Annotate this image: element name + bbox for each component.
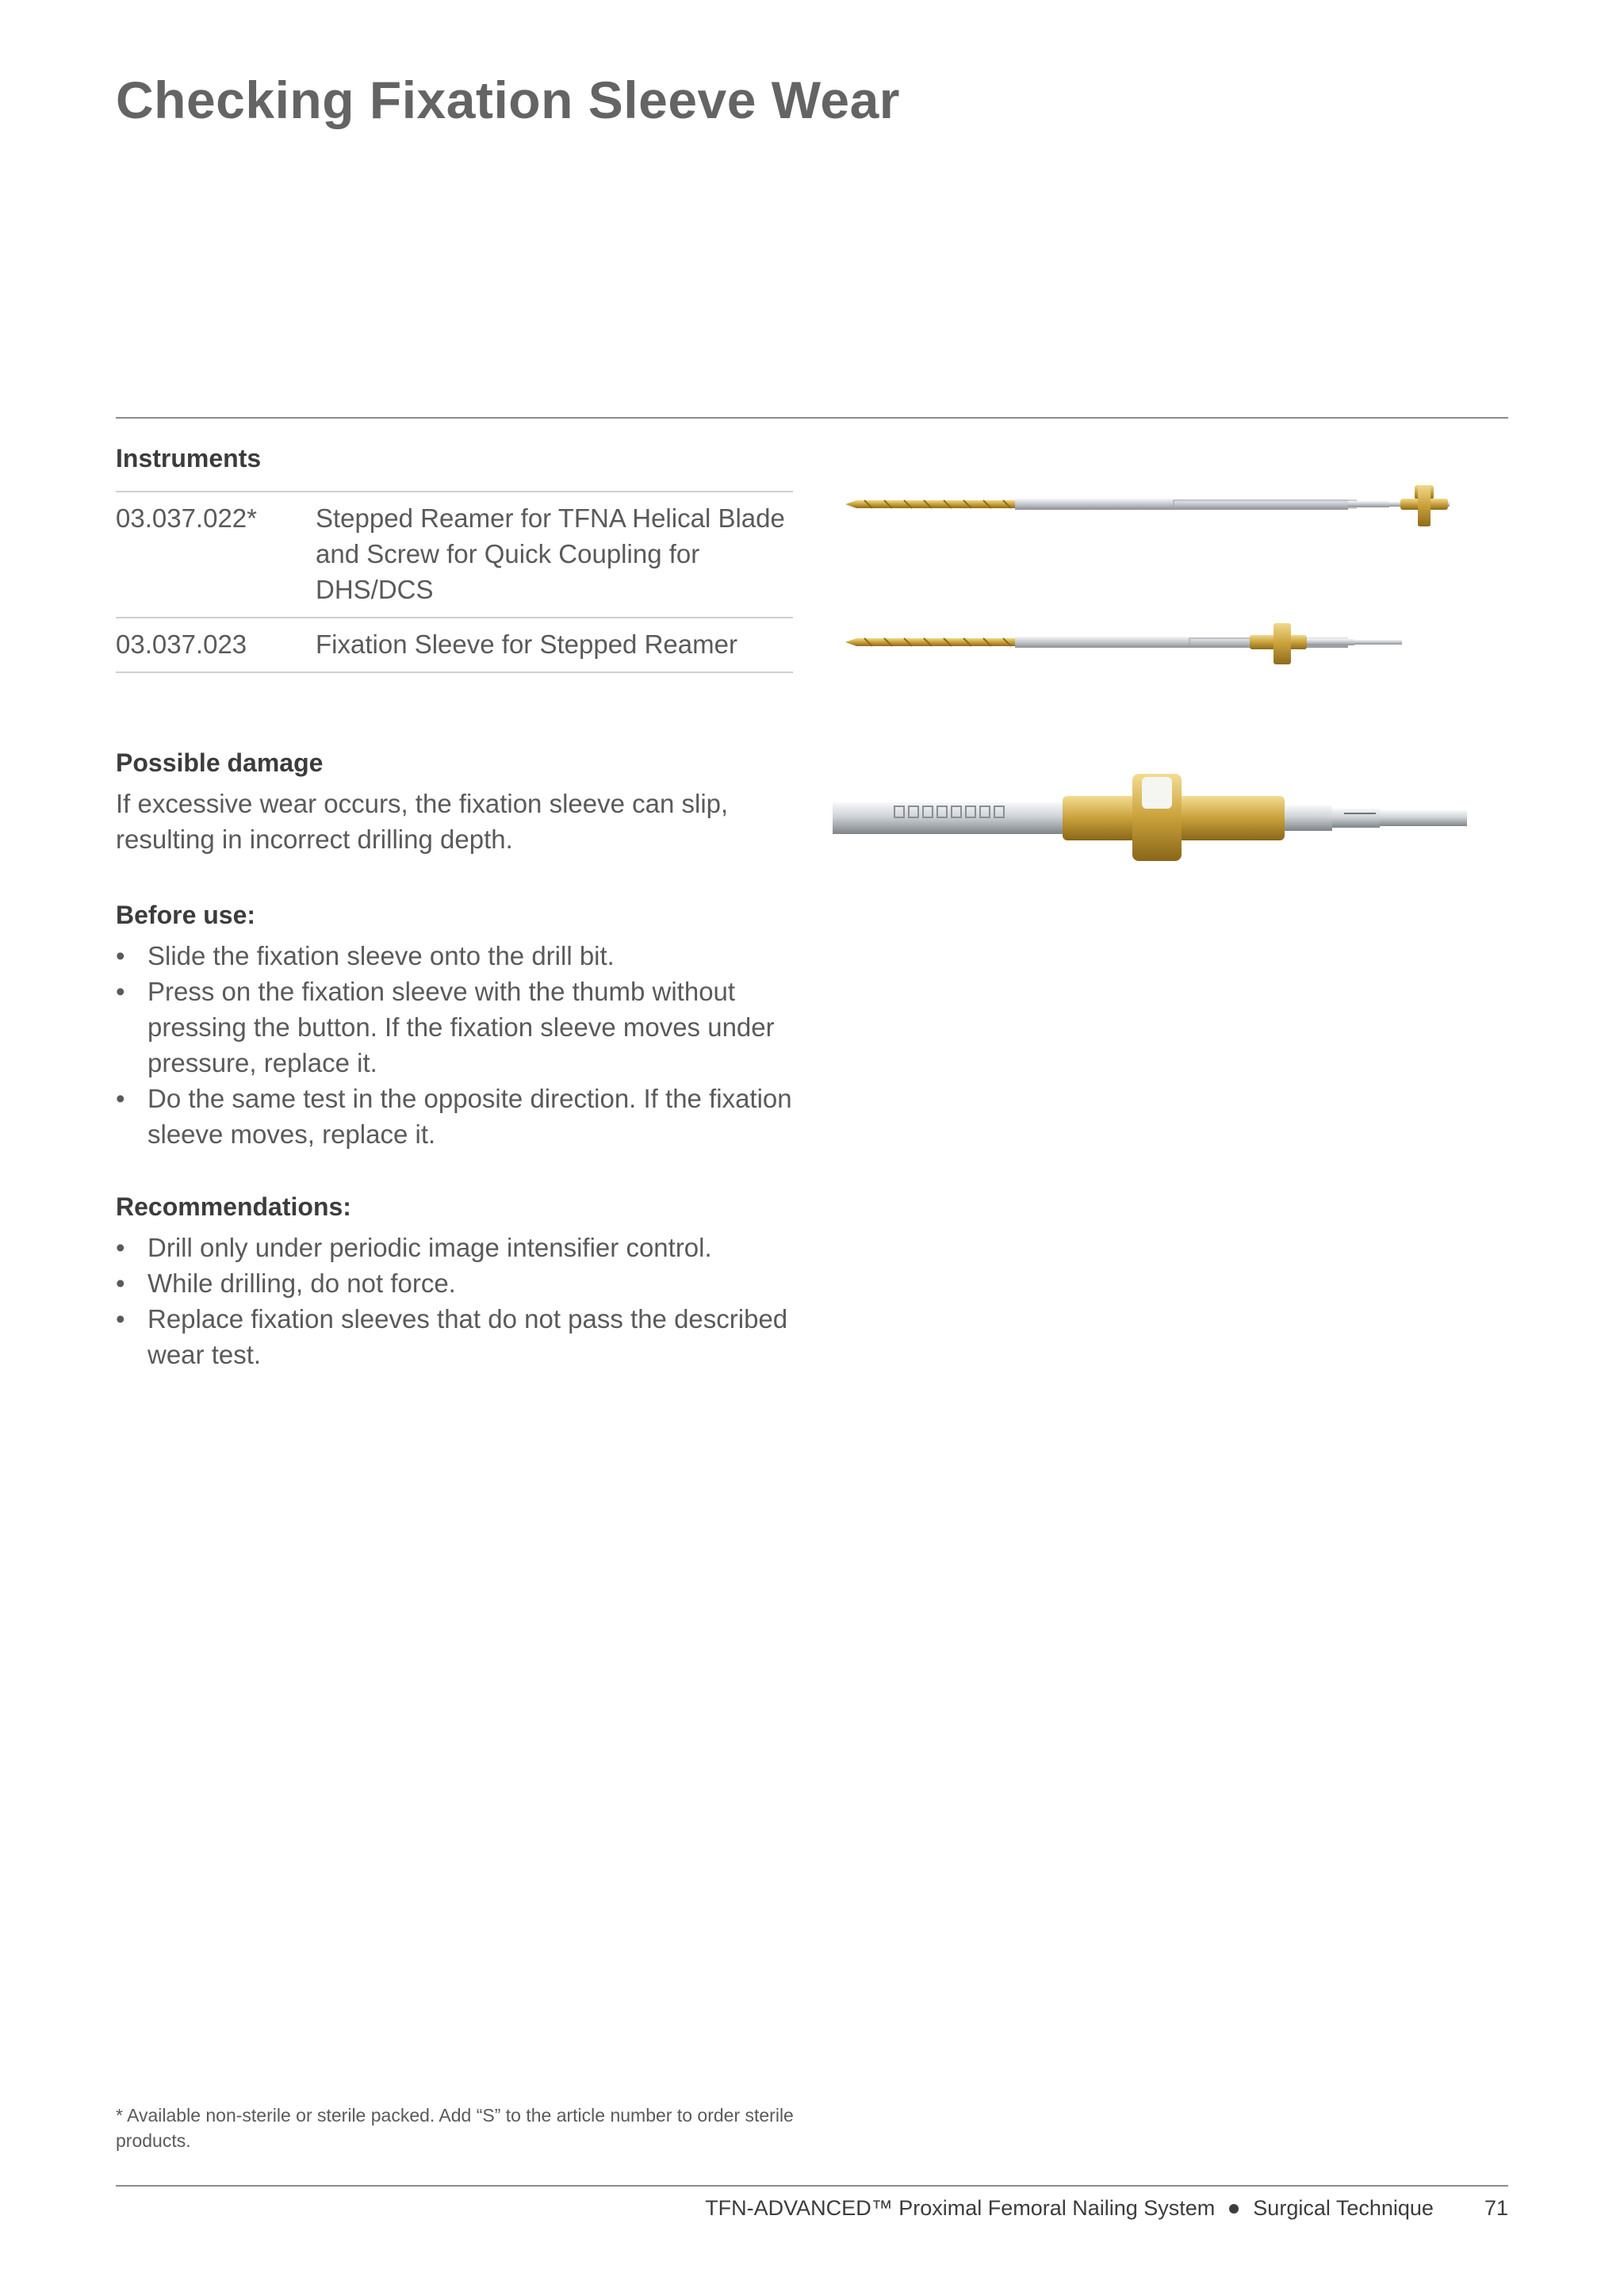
- list-item: • Slide the fixation sleeve onto the drill bit.: [116, 938, 798, 974]
- possible-damage-heading: Possible damage: [116, 748, 324, 777]
- footnote: * Available non-sterile or sterile packed. Add “S” to the article number to order sterile products.: [116, 2105, 794, 2151]
- article-description: Fixation Sleeve for Stepped Reamer: [316, 618, 793, 672]
- instruments-heading: Instruments: [116, 444, 262, 473]
- recommendations-heading: Recommendations:: [116, 1192, 351, 1221]
- recommendations-list: [116, 1230, 798, 1372]
- instruments-table: [116, 491, 793, 673]
- table-row: [116, 492, 793, 618]
- list-item: • Replace fixation sleeves that do not pass the described wear test.: [116, 1301, 798, 1372]
- header-rule: [116, 417, 1508, 419]
- article-number: 03.037.022*: [116, 492, 316, 618]
- recommendations-section: [116, 1192, 798, 1372]
- list-item: • Do the same test in the opposite direction. If the fixation sleeve moves, replace it.: [116, 1081, 798, 1152]
- table-row: [116, 618, 793, 672]
- stepped-reamer-and-sleeve-image: [841, 476, 1507, 531]
- article-description: Stepped Reamer for TFNA Helical Blade and Screw for Quick Coupling for DHS/DCS: [316, 492, 793, 618]
- page-number: 71: [1484, 2196, 1508, 2220]
- page-footer: [705, 2196, 1508, 2221]
- fixation-sleeve-closeup-image: [825, 761, 1483, 872]
- footer-document-title: TFN-ADVANCED™ Proximal Femoral Nailing System: [705, 2196, 1216, 2220]
- before-use-list: [116, 938, 798, 1152]
- article-number: 03.037.023: [116, 618, 316, 672]
- footer-section: Surgical Technique: [1253, 2196, 1434, 2220]
- instruments-section: [116, 444, 793, 673]
- list-item: • Press on the fixation sleeve with the thumb without pressing the button. If the fixation sleeve moves under pressure, replace it.: [116, 974, 798, 1081]
- footer-rule: [116, 2185, 1508, 2187]
- page-title: Checking Fixation Sleeve Wear: [116, 71, 900, 129]
- before-use-heading: Before use:: [116, 901, 256, 929]
- bullet-separator-icon: [1229, 2204, 1239, 2214]
- stepped-reamer-assembled-image: [841, 615, 1411, 671]
- list-item: • While drilling, do not force.: [116, 1265, 798, 1301]
- possible-damage-text: If excessive wear occurs, the fixation sleeve can slip, resulting in incorrect drilling depth.: [116, 789, 729, 854]
- list-item: • Drill only under periodic image intensifier control.: [116, 1230, 798, 1265]
- before-use-section: [116, 901, 798, 1152]
- possible-damage-section: [116, 748, 798, 857]
